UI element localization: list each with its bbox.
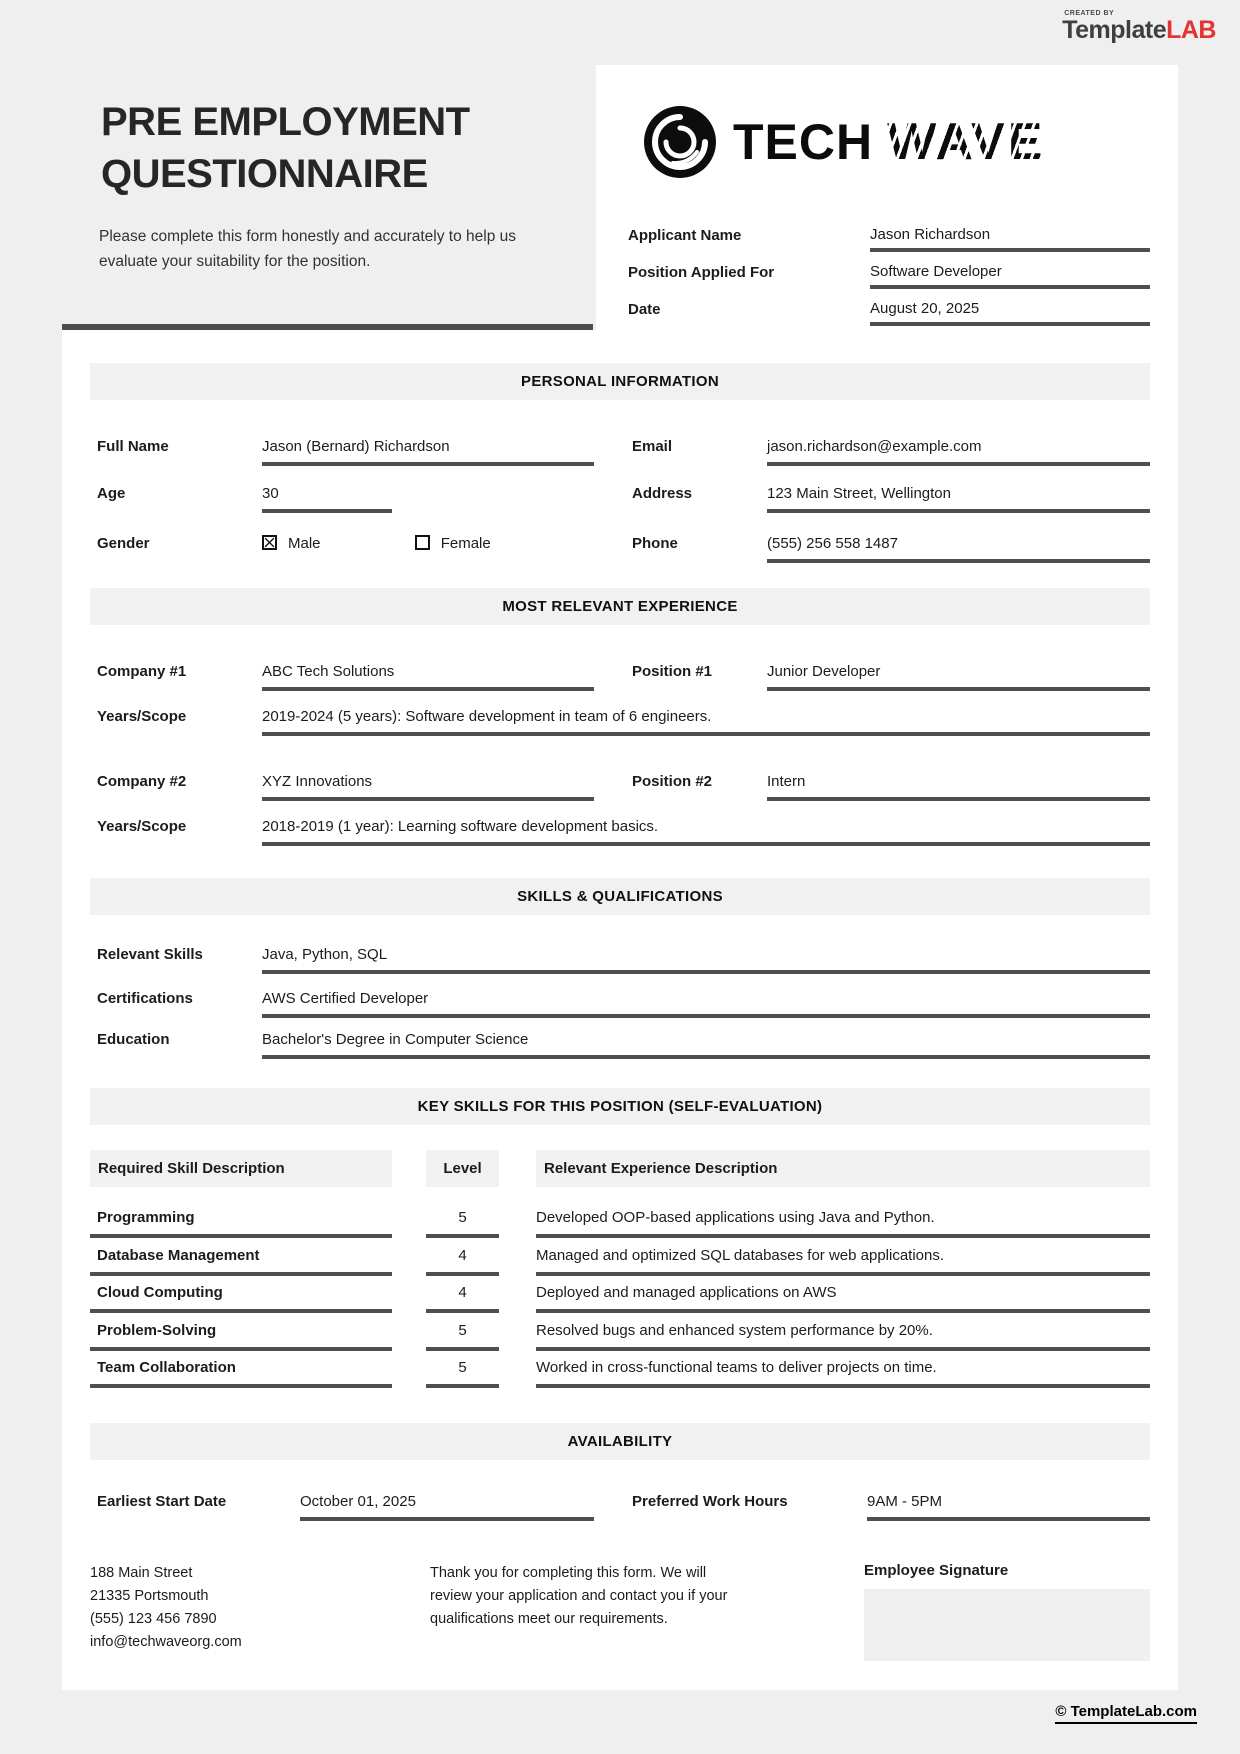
section-skills: SKILLS & QUALIFICATIONS	[90, 878, 1150, 915]
education-value: Bachelor's Degree in Computer Science	[262, 1030, 1150, 1059]
key-skills-table-header	[90, 1150, 1150, 1187]
skill-name: Programming	[90, 1208, 392, 1238]
position-applied-row	[628, 262, 1150, 289]
phone-value: (555) 256 558 1487	[767, 534, 1150, 563]
age-address-row	[90, 484, 1150, 513]
table-row	[90, 1358, 1150, 1388]
years2-row	[90, 817, 1150, 846]
form-document	[62, 330, 1178, 1690]
phone-label: Phone	[632, 535, 678, 552]
skill-experience: Worked in cross-functional teams to deliver projects on time.	[536, 1358, 1150, 1388]
position-applied-label: Position Applied For	[628, 264, 775, 281]
relevant-skills-label: Relevant Skills	[97, 946, 203, 963]
years2-value: 2018-2019 (1 year): Learning software development basics.	[262, 817, 1150, 846]
certifications-row	[90, 989, 1150, 1018]
templatelab-copyright-link[interactable]: © TemplateLab.com	[1055, 1703, 1197, 1724]
company1-label: Company #1	[97, 663, 187, 680]
male-label: Male	[288, 535, 321, 552]
skill-name: Team Collaboration	[90, 1358, 392, 1388]
form-footer	[90, 1562, 1150, 1661]
wave-swirl-icon	[643, 105, 717, 179]
applicant-name-label: Applicant Name	[628, 227, 742, 244]
page-title: PRE EMPLOYMENT QUESTIONNAIRE	[101, 100, 470, 196]
techwave-logo	[643, 105, 1044, 179]
col-level-header: Level	[426, 1150, 499, 1187]
section-personal-information: PERSONAL INFORMATION	[90, 363, 1150, 400]
full-name-value: Jason (Bernard) Richardson	[262, 437, 594, 466]
signature-block	[864, 1562, 1150, 1661]
email-value: jason.richardson@example.com	[767, 437, 1150, 466]
availability-row	[90, 1492, 1150, 1521]
gender-phone-row	[90, 534, 1150, 563]
skill-experience: Resolved bugs and enhanced system performance by 20%.	[536, 1321, 1150, 1351]
templatelab-logo-template: Template	[1062, 16, 1167, 44]
created-by-text: CREATED BY	[1064, 10, 1115, 17]
skill-level: 5	[426, 1208, 499, 1238]
table-row	[90, 1208, 1150, 1238]
female-label: Female	[440, 535, 491, 552]
signature-field[interactable]	[864, 1589, 1150, 1661]
start-date-value: October 01, 2025	[300, 1492, 594, 1521]
section-key-skills: KEY SKILLS FOR THIS POSITION (SELF-EVALUATION)	[90, 1088, 1150, 1125]
date-row	[628, 299, 1150, 326]
company-address-line: 21335 Portsmouth	[90, 1588, 209, 1604]
templatelab-logo	[1062, 10, 1216, 43]
gender-label: Gender	[97, 535, 150, 552]
gender-options	[262, 534, 594, 563]
table-row	[90, 1246, 1150, 1276]
date-value: August 20, 2025	[870, 299, 1150, 326]
age-label: Age	[97, 485, 126, 502]
company-name-wave: WAVE	[887, 113, 1045, 171]
certifications-value: AWS Certified Developer	[262, 989, 1150, 1018]
company2-value: XYZ Innovations	[262, 772, 594, 801]
gender-option-female	[415, 534, 491, 554]
address-value: 123 Main Street, Wellington	[767, 484, 1150, 513]
female-checkbox[interactable]	[415, 535, 430, 550]
intro-text: Please complete this form honestly and accurately to help us evaluate your suitability for the position.	[99, 228, 517, 270]
company-phone: (555) 123 456 7890	[90, 1611, 217, 1627]
table-row	[90, 1321, 1150, 1351]
company1-value: ABC Tech Solutions	[262, 662, 594, 691]
skill-experience: Deployed and managed applications on AWS	[536, 1283, 1150, 1313]
work-hours-label: Preferred Work Hours	[632, 1493, 788, 1510]
position1-label: Position #1	[632, 663, 713, 680]
skill-level: 4	[426, 1283, 499, 1313]
education-label: Education	[97, 1031, 170, 1048]
company1-row	[90, 662, 1150, 691]
work-hours-value: 9AM - 5PM	[867, 1492, 1150, 1521]
thank-you-text: Thank you for completing this form. We will review your application and contact you if your qualifications meet our requirements.	[430, 1565, 728, 1627]
company-email: info@techwaveorg.com	[90, 1634, 242, 1650]
fullname-email-row	[90, 437, 1150, 466]
skill-name: Problem-Solving	[90, 1321, 392, 1351]
email-label: Email	[632, 438, 673, 455]
date-label: Date	[628, 301, 661, 318]
education-row	[90, 1030, 1150, 1059]
start-date-label: Earliest Start Date	[97, 1493, 227, 1510]
company-contact-block	[90, 1562, 390, 1661]
position1-value: Junior Developer	[767, 662, 1150, 691]
years1-value: 2019-2024 (5 years): Software development in team of 6 engineers.	[262, 707, 1150, 736]
company-name-tech: TECH	[733, 114, 874, 170]
years2-label: Years/Scope	[97, 818, 187, 835]
company2-label: Company #2	[97, 773, 187, 790]
templatelab-logo-lab: LAB	[1166, 16, 1216, 44]
applicant-header-card	[596, 65, 1178, 330]
position-applied-value: Software Developer	[870, 262, 1150, 289]
position2-label: Position #2	[632, 773, 713, 790]
years1-label: Years/Scope	[97, 708, 187, 725]
age-value: 30	[262, 484, 392, 513]
skill-name: Database Management	[90, 1246, 392, 1276]
skill-name: Cloud Computing	[90, 1283, 392, 1313]
applicant-name-row	[628, 225, 1150, 252]
skill-level: 4	[426, 1246, 499, 1276]
skill-experience: Developed OOP-based applications using Java and Python.	[536, 1208, 1150, 1238]
applicant-name-value: Jason Richardson	[870, 225, 1150, 252]
skill-experience: Managed and optimized SQL databases for web applications.	[536, 1246, 1150, 1276]
skill-level: 5	[426, 1358, 499, 1388]
company-address-line: 188 Main Street	[90, 1565, 193, 1581]
skill-level: 5	[426, 1321, 499, 1351]
table-row	[90, 1283, 1150, 1313]
col-skill-header: Required Skill Description	[90, 1150, 392, 1187]
years1-row	[90, 707, 1150, 736]
company2-row	[90, 772, 1150, 801]
col-experience-header: Relevant Experience Description	[536, 1150, 1150, 1187]
relevant-skills-row	[90, 945, 1150, 974]
section-availability: AVAILABILITY	[90, 1423, 1150, 1460]
signature-label: Employee Signature	[864, 1562, 1009, 1579]
position2-value: Intern	[767, 772, 1150, 801]
full-name-label: Full Name	[97, 438, 169, 455]
gender-option-male	[262, 534, 321, 554]
relevant-skills-value: Java, Python, SQL	[262, 945, 1150, 974]
address-label: Address	[632, 485, 693, 502]
male-checkbox[interactable]	[262, 535, 277, 550]
section-experience: MOST RELEVANT EXPERIENCE	[90, 588, 1150, 625]
certifications-label: Certifications	[97, 990, 193, 1007]
